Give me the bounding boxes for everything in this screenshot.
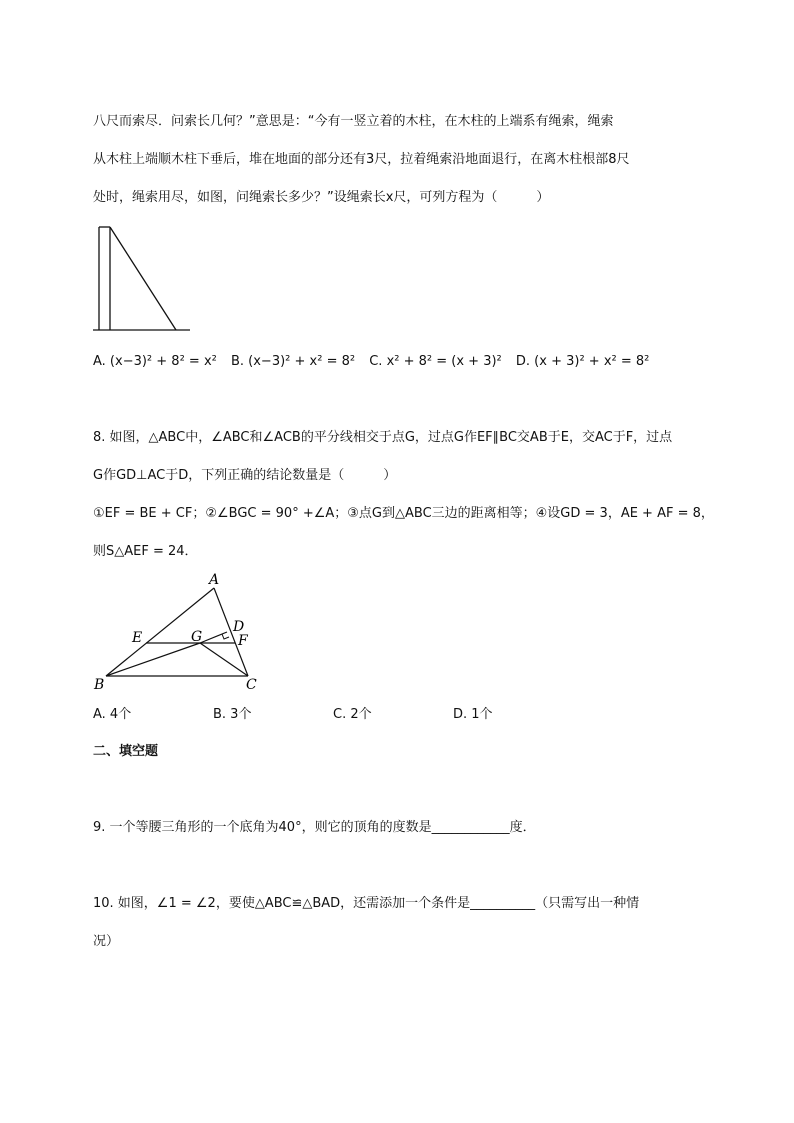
q8-option-c[interactable]: C. 2个 — [333, 707, 372, 722]
label-f: F — [238, 633, 248, 649]
label-g: G — [191, 629, 203, 645]
q10-text-line-1: 10. 如图，∠1 = ∠2，要使△ABC≌△BAD，还需添加一个条件是__________（只需写出一种情 — [93, 896, 640, 911]
q8-option-b[interactable]: B. 3个 — [213, 707, 252, 722]
label-a: A — [209, 572, 220, 588]
segment-bg — [106, 643, 200, 676]
q8-text-line-3: ①EF = BE + CF；②∠BGC = 90° +∠A；③点G到△ABC三边的距离相等；④设GD = 3，AE + AF = 8， — [93, 506, 714, 521]
section-heading-fill-in: 二、填空题 — [93, 744, 159, 759]
q7-option-b[interactable]: B. (x−3)² + x² = 8² — [230, 354, 356, 369]
q7-text-line-1: 八尺而索尽．问索长几何？”意思是：“今有一竖立着的木柱，在木柱的上端系有绳索，绳索 — [93, 114, 614, 129]
label-c: C — [246, 677, 257, 693]
q7-text-line-2: 从木柱上端顺木柱下垂后，堆在地面的部分还有3尺，拉着绳索沿地面退行，在离木柱根部8尺 — [93, 152, 630, 167]
q10-text-line-2: 况） — [93, 934, 120, 949]
q8-option-d[interactable]: D. 1个 — [453, 707, 493, 722]
q8-text-line-4: 则S△AEF = 24． — [93, 544, 198, 559]
q8-text-line-2: G作GD⊥AC于D，下列正确的结论数量是（ ） — [93, 468, 397, 483]
q8-text-line-1: 8. 如图，△ABC中，∠ABC和∠ACB的平分线相交于点G，过点G作EF∥BC交AB于E，交AC于F，过点 — [93, 430, 673, 445]
q8-option-a[interactable]: A. 4个 — [93, 707, 132, 722]
q7-text-line-3: 处时，绳索用尽，如图，问绳索长多少？”设绳索长x尺，可列方程为（ ） — [93, 190, 550, 205]
q7-option-c[interactable]: C. x² + 8² = (x + 3)² — [369, 354, 502, 369]
label-e: E — [132, 630, 143, 646]
right-angle-mark — [222, 634, 229, 639]
q9-text: 9. 一个等腰三角形的一个底角为40°，则它的顶角的度数是____________度． — [93, 820, 536, 835]
q7-option-a[interactable]: A. (x−3)² + 8² = x² — [93, 354, 217, 369]
label-b: B — [94, 677, 105, 693]
label-d: D — [233, 619, 245, 635]
q7-option-d[interactable]: D. (x + 3)² + x² = 8² — [515, 354, 650, 369]
